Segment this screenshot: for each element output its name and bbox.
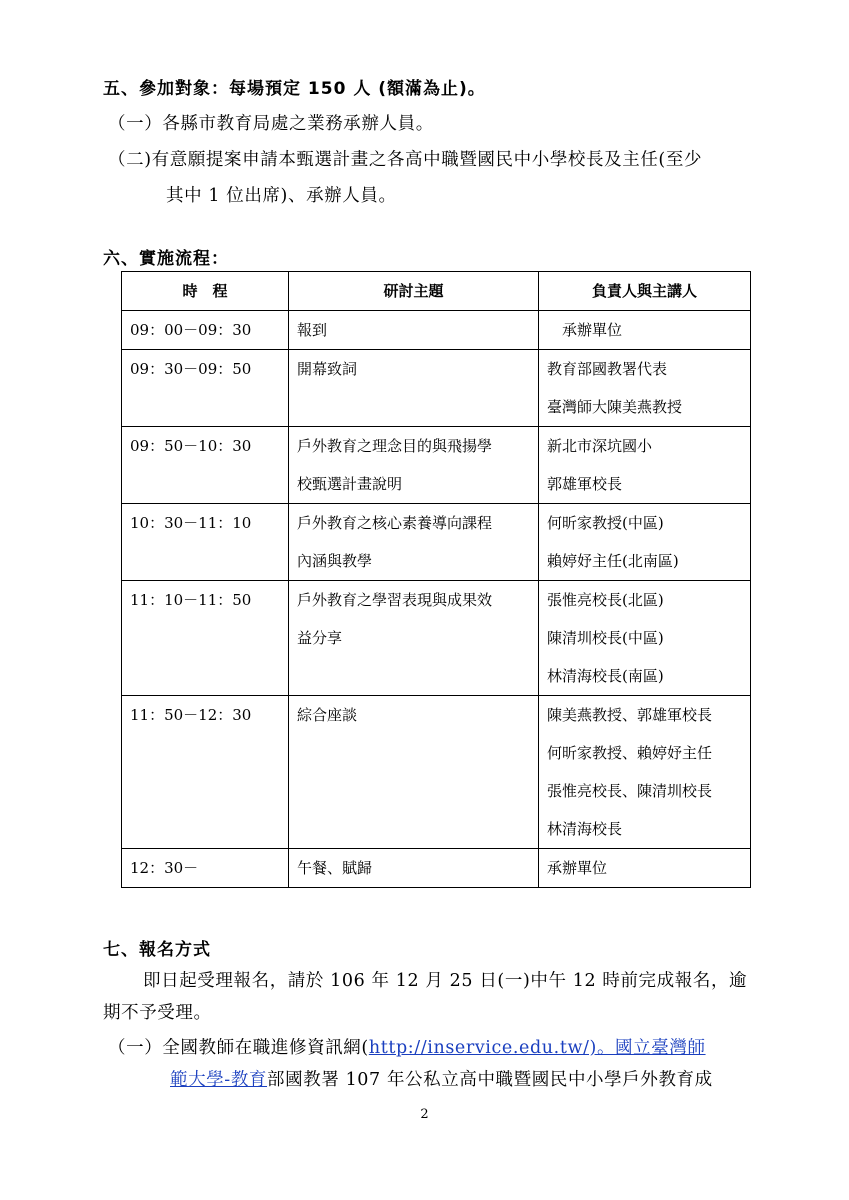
cell-speaker	[539, 311, 751, 350]
schedule-table	[121, 271, 751, 888]
cell-topic	[289, 350, 539, 427]
speaker-line: 陳清圳校長(中區)	[547, 629, 664, 647]
speaker-line: 承辦單位	[547, 859, 608, 877]
speaker-line: 張惟亮校長(北區)	[547, 591, 664, 609]
cell-speaker	[539, 350, 751, 427]
topic-line: 綜合座談	[297, 706, 358, 724]
section7-item1-line2	[170, 1066, 713, 1091]
cell-topic	[289, 504, 539, 581]
speaker-line: 林清海校長(南區)	[547, 667, 664, 685]
speaker-line: 林清海校長	[547, 820, 623, 838]
cell-time: 10：30－11：10	[122, 504, 289, 581]
section7-para-line1: 即日起受理報名，請於 106 年 12 月 25 日(一)中午 12 時前完成報名，逾	[143, 971, 748, 991]
speaker-line: 賴婷妤主任(北南區)	[547, 552, 679, 570]
cell-time: 12：30－	[122, 849, 289, 888]
page-number: 2	[420, 1107, 429, 1122]
speaker-line: 陳美燕教授、郭雄軍校長	[547, 706, 713, 724]
speaker-line: 承辦單位	[547, 321, 623, 339]
cell-speaker	[539, 504, 751, 581]
inservice-link[interactable]: http://inservice.edu.tw/)。國立臺灣師	[368, 1038, 706, 1058]
speaker-line: 臺灣師大陳美燕教授	[547, 398, 683, 416]
header-topic: 研討主題	[289, 272, 539, 311]
topic-line: 報到	[297, 321, 328, 339]
section7-item1-line1	[108, 1034, 706, 1059]
topic-line: 益分享	[297, 629, 343, 647]
ntnu-link[interactable]: 範大學-教育	[170, 1070, 268, 1090]
header-time: 時 程	[122, 272, 289, 311]
cell-time: 09：30－09：50	[122, 350, 289, 427]
table-row	[122, 504, 751, 581]
section5-item1: （一）各縣市教育局處之業務承辦人員。	[108, 114, 434, 134]
section5-item2-line2: 其中 1 位出席)、承辦人員。	[166, 186, 397, 206]
cell-speaker	[539, 427, 751, 504]
cell-time: 11：10－11：50	[122, 581, 289, 696]
topic-line: 戶外教育之核心素養導向課程	[297, 514, 493, 532]
cell-time: 09：50－10：30	[122, 427, 289, 504]
cell-speaker	[539, 849, 751, 888]
table-row	[122, 350, 751, 427]
speaker-line: 新北市深坑國小	[547, 437, 653, 455]
cell-speaker	[539, 696, 751, 849]
cell-speaker	[539, 581, 751, 696]
table-row	[122, 696, 751, 849]
cell-topic	[289, 849, 539, 888]
cell-topic	[289, 581, 539, 696]
section7-para-line2: 期不予受理。	[103, 1003, 212, 1023]
cell-time: 09：00－09：30	[122, 311, 289, 350]
cell-topic	[289, 427, 539, 504]
cell-topic	[289, 311, 539, 350]
topic-line: 開幕致詞	[297, 360, 358, 378]
speaker-line: 郭雄軍校長	[547, 475, 623, 493]
topic-line: 戶外教育之學習表現與成果效	[297, 591, 493, 609]
table-header-row	[122, 272, 751, 311]
topic-line: 午餐、賦歸	[297, 859, 373, 877]
table-row	[122, 849, 751, 888]
table-row	[122, 427, 751, 504]
speaker-line: 教育部國教署代表	[547, 360, 668, 378]
section6-title: 六、實施流程：	[103, 249, 229, 269]
cell-topic	[289, 696, 539, 849]
speaker-line: 何昕家教授、賴婷妤主任	[547, 744, 713, 762]
section7-item1-prefix: （一）全國教師在職進修資訊網(	[108, 1038, 369, 1058]
section5-title: 五、參加對象：每場預定 150 人 (額滿為止)。	[103, 79, 486, 99]
section7-title: 七、報名方式	[103, 940, 211, 960]
table-row	[122, 311, 751, 350]
section5-item2-line1: （二)有意願提案申請本甄選計畫之各高中職暨國民中小學校長及主任(至少	[108, 150, 703, 170]
topic-line: 戶外教育之理念目的與飛揚學	[297, 437, 493, 455]
topic-line: 校甄選計畫說明	[297, 475, 403, 493]
topic-line: 內涵與教學	[297, 552, 373, 570]
cell-time: 11：50－12：30	[122, 696, 289, 849]
speaker-line: 何昕家教授(中區)	[547, 514, 664, 532]
section7-item1-rest: 部國教署 107 年公私立高中職暨國民中小學戶外教育成	[267, 1070, 713, 1090]
header-speaker: 負責人與主講人	[539, 272, 751, 311]
speaker-line: 張惟亮校長、陳清圳校長	[547, 782, 713, 800]
table-row	[122, 581, 751, 696]
